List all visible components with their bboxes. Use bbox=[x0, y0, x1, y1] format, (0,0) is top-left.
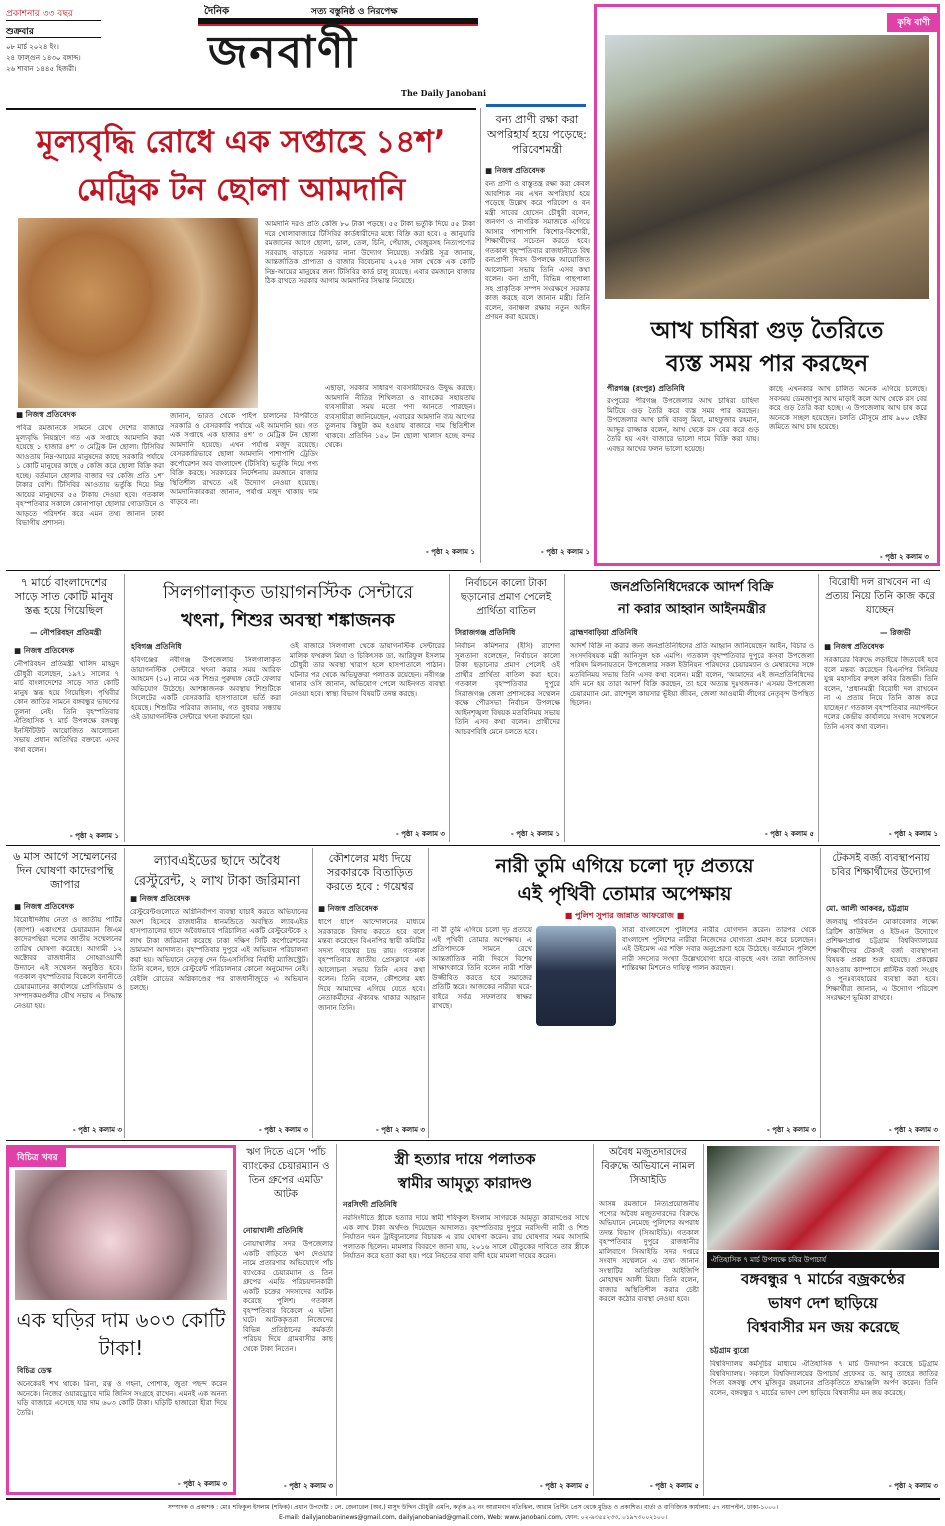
women-byline: ■ পুলিশ সুপার জান্নাত আফরোজ ■ bbox=[564, 911, 685, 920]
col-7march-byline: — নৌপরিবহন প্রতিমন্ত্রী bbox=[30, 628, 102, 637]
date-hijri: ২৬ শাবান ১৪৪৫ হিজরী। bbox=[6, 65, 77, 73]
waste-body: জলবায়ু পরিবর্তন মোকাবেলার লক্ষ্যে ব্রিটিশ কাউন্সিল ও ইউএন উদ্যোগে প্রশিক্ষণপ্রাপ্ত চট্টগ্রাম বিশ্ববিদ্যালয়ের শিক্ষার্থীদের টেকসই বর্জ্য ব্যবস্থাপনা বিষয়ক প্রকল্প শুরু হয়েছে। প্রকল্পের আওতায় ক্যাম্পাসে প্লাস্টিক বর্জ্য সংগ্রহ ও পুনঃব্যবহারের ব্যবস্থা করা হবে। শিক্ষার্থীরা জানান, এ উদ্যোগ পরিবেশ সংরক্ষণে ভূমিকা রাখবে। bbox=[826, 918, 938, 1002]
krishi-body-2: কাছে এখনকার আখ চালিত অনেক এগিয়ে চলেছে। সবসময় ডেমজাপুর আখ মাড়াই কলে আখ থেকে রস বের করে গুড় তৈরি করা হচ্ছে। এ উপজেলায় আখ চাষ করে অনেকে সচ্ছল হয়েছেন। চলতি মৌসুমে প্রায় ৯০০ হেক্টর জমিতে আখ চাষ হয়েছে। bbox=[769, 385, 927, 431]
krishi-headline-1: আখ চাষিরা গুড় তৈরিতে bbox=[650, 318, 884, 344]
reps-body: আদর্শ বিক্রি না করার জন্য জনপ্রতিনিধিদের প্রতি আহ্বান জানিয়েছেন আইন, বিচার ও সংসদবিষয়ক মন্ত্রী আনিসুল হক এমপি। গতকাল বৃহস্পতিবার দুপুরে কসবা উপজেলা পরিষদ মিলনায়তনে উপজেলার সকল ইউনিয়ন পরিষদের চেয়ারম্যান ও মেম্বারদের সঙ্গে মতবিনিময় সভায় তিনি এসব কথা বলেন। মন্ত্রী বলেন, 'আমাদের এই জনপ্রতিনিধিদের যদি মনে হয় তারা আদর্শ বিক্রি করছেন, তা হবে অত্যন্ত দুঃখজনক।' এসময় উপজেলা চেয়ারম্যান মো. রাশেদুল কায়সার ভূঁইয়া জীবন, জেলা আওয়ামী লীগের নেতৃবৃন্দ উপস্থিত ছিলেন। bbox=[570, 642, 814, 707]
divider bbox=[428, 848, 429, 1138]
tactics-body: ধাপে ধাপে আন্দোলনের মাধ্যমে সরকারকে বিদায় করতে হবে বলে মন্তব্য করেছেন বিএনপির স্থায়ী কমিটির সদস্য গয়েশ্বর চন্দ্র রায়। গতকাল বৃহস্পতিবার জাতীয় প্রেসক্লাবে এক আলোচনা সভায় তিনি এসব কথা বলেন। তিনি বলেন, কৌশলের মধ্য দিয়ে আমাদের এগিয়ে যেতে হবে। নেতাকর্মীদের ঐক্যবদ্ধ থাকার আহ্বান জানান তিনি। bbox=[318, 918, 425, 1012]
bangabandhu-headline-3: বিশ্ববাসীর মন জয় করেছে bbox=[747, 1318, 899, 1336]
lead-body-1: পবিত্র রমজানকে সামনে রেখে দেশের বাজারে মূল্যবৃদ্ধি নিয়ন্ত্রণে গত এক সপ্তাহে আমদানি করা হয়েছে ১ হাজার ৪শ’ ৩ মেট্রিক টন ছোলা। টিসিবির আওতায় নিম্ন-আয়ের মানুষদের কাছে সরকারি পর্যায়ে ১ কোটি মানুষের কাছে ৫ কেজি করে ছোলা বিক্রি করা হচ্ছে। বর্তমানে ছোলার বাজার দর কেজি প্রতি ১শ’ টাকার বেশি। টিসিবির আওতায় ভর্তুকি দিয়ে নিম্ন আয়ের মানুষদের ৫৫ টাকায় দেওয়া হবে। গতকাল বৃহস্পতিবার সকালে কোনাপাড়া ছোলার গোডাউনে ও আড়তে পরিদর্শন করে এমন তথ্য জানান ঢাকা বিভাগীয় প্রশাসন। bbox=[16, 424, 164, 527]
election-reporter: সিরাজগঞ্জ প্রতিনিধি bbox=[455, 628, 516, 637]
watch-box bbox=[6, 1145, 236, 1495]
officer-photo bbox=[536, 926, 616, 1026]
women-headline-2: এই পৃথিবী তোমার অপেক্ষায় bbox=[517, 883, 732, 905]
lead-body-3: আমদানি দরও প্রতি কেজি ৮০ টাকা পড়ছে। ৫৫ টাকা ভর্তুকি দিয়ে ৫৫ টাকা দরে খোলাবাজারে টিসিবির কার্ডধারীদের মধ্যে বিক্রি করা হবে। ৫ জানুয়ারি রমজানের আগে ছোলা, ডাল, তেল, চিনি, পেঁয়াজ, খেজুরসহ নিত্যপণ্যের সরবরাহ বাড়াতে সরকার নানা উদ্যোগ নিয়েছে। সংশ্লিষ্ট সূত্র জানায়, আন্তর্জাতিক প্রাপ্যতা ও বাজার বিবেচনায় ২০২৪ সাল থেকে এক কোটি নিম্ন-আয়ের মানুষের জন্য টিসিবির কার্ড চালু রয়েছে। এবার রমজানে বাজার ঠিক রাখতে সরকার আগাম আমদানির সিদ্ধান্ত নিয়েছে। bbox=[265, 220, 475, 285]
lead-continued[interactable]: - পৃষ্ঠা ২ কলাম ১ bbox=[425, 548, 475, 556]
restaurant-headline-2: রেস্টুরেন্ট, ২ লাখ টাকা জরিমানা bbox=[133, 874, 301, 889]
col-7march-continued[interactable]: - পৃষ্ঠা ২ কলাম ১ bbox=[69, 832, 119, 840]
tactics-headline: কৌশলের মধ্য দিয়ে সরকারকে বিতাড়িত করতে হবে : গয়েশ্বর bbox=[326, 852, 414, 893]
lead-body-2: জানান, ভারত থেকে পাইপ চালানের বিপরীতে সরকারি ও বেসরকারি পর্যায়ে এই আমদানি হয়। গত এক সপ্তাহে এক হাজার ৪শ’ ৩ মেট্রিক টন ছোলা আমদানি হয়েছে। এখন পর্যাপ্ত মজুদ রয়েছে। বেসরকারিভাবে ছোলা আমদানি পাশাপাশি ট্রেডিং কর্পোরেশন অব বাংলাদেশ (টিসিবি) ভর্তুকি দিয়ে পণ্য বিক্রি করছে। সরকারের নির্দেশনায় রমজানে বাজার স্থিতিশীল রাখতে এই উদ্যোগ নেওয়া হয়েছে। আমদানিকারকরা জানান, পর্যাপ্ত মজুদ থাকায় দাম বাড়বে না। bbox=[170, 412, 318, 506]
year-line: প্রকাশনার ৩৩ বছর bbox=[6, 9, 73, 19]
election-headline: নির্বাচনে কালো টাকা ছড়ানোর প্রমাণ পেলেই প্রার্থিতা বাতিল bbox=[460, 578, 552, 617]
wildlife-reporter: ■ নিজস্ব প্রতিবেদক bbox=[485, 166, 545, 175]
hoarders-body: আসন্ন রমজানে নিত্যপ্রয়োজনীয় পণ্যের অবৈধ মজুতদারদের বিরুদ্ধে অভিযানে নেমেছে পুলিশের অপরাধ তদন্ত বিভাগ (সিআইডি)। গতকাল বৃহস্পতিবার দুপুরে রাজধানীর মালিবাগে সিআইডি সদর দপ্তরে সংবাদ সম্মেলনে এ তথ্য জানান সংস্থাটির অতিরিক্ত আইজিপি মোহাম্মদ আলী মিয়া। তিনি বলেন, বাজার অস্থিতিশীল করার চেষ্টা করলে কঠোর ব্যবস্থা নেওয়া হবে। bbox=[599, 1200, 699, 1303]
divider bbox=[336, 1144, 337, 1496]
reps-headline-1: জনপ্রতিনিধিদেরকে আদর্শ বিক্রি bbox=[610, 580, 774, 595]
krishi-headline-2: ব্যস্ত সময় পার করছেন bbox=[665, 351, 869, 377]
reps-continued[interactable]: - পৃষ্ঠা ২ কলাম ৫ bbox=[764, 830, 814, 838]
krishi-reporter: পীরগঞ্জ (রংপুর) প্রতিনিধি bbox=[607, 384, 685, 393]
ceremony-caption: ঐতিহাসিক ৭ মার্চ উপলক্ষে চবির উপাচার্য bbox=[707, 1252, 939, 1268]
reps-headline-2: না করার আহ্বান আইনমন্ত্রীর bbox=[618, 602, 766, 617]
watch-photo bbox=[15, 1170, 227, 1300]
bangabandhu-headline-2: ভাষণ দেশ ছাড়িয়ে bbox=[768, 1294, 878, 1312]
row-rule bbox=[6, 1140, 940, 1141]
divider bbox=[564, 574, 565, 842]
wildlife-headline: বন্য প্রাণী রক্ষা করা অপরিহার্য হয়ে পড়েছে: পরিবেশমন্ত্রী bbox=[487, 113, 587, 156]
lead-headline-1: মূল্যবৃদ্ধি রোধে এক সপ্তাহে ১৪শ’ bbox=[36, 124, 446, 160]
restaurant-body: রেস্টুরেন্টগুলোতে অগ্নিনির্বাপণ ব্যবস্থা যাচাই করতে অভিযানের অংশ হিসেবে রাজধানীর ধানমন্ডিতে অবস্থিত ল্যাবএইড হাসপাতালের ছাদে অবৈধভাবে পরিচালিত একটি রেস্টুরেন্টকে ২ লাখ টাকা জরিমানা করেছে ঢাকা দক্ষিণ সিটি কর্পোরেশনের ভ্রাম্যমাণ আদালত। বৃহস্পতিবার দুপুরে এই অভিযান পরিচালনা করা হয়। অভিযানে নেতৃত্ব দেন ডিএসসিসির নির্বাহী ম্যাজিস্ট্রেট। তিনি বলেন, ছাদে রেস্টুরেন্ট পরিচালনার কোনো অনুমোদন নেই। বেইলি রোডের অগ্নিকাণ্ডের পর রাজধানীজুড়ে এ অভিযান চলছে। bbox=[130, 908, 308, 992]
opposition-reporter: ■ নিজস্ব প্রতিবেদক bbox=[824, 642, 884, 651]
murder-headline-2: স্বামীর আমৃত্যু কারাদণ্ড bbox=[397, 1174, 533, 1192]
silgala-headline-1: সিলগালাকৃত ডায়াগনস্টিক সেন্টারে bbox=[162, 582, 414, 603]
row-rule bbox=[6, 845, 940, 846]
lead-body-4: এছাড়া, সরকার সাধারণ ব্যবসায়ীদেরও উদ্বুদ্ধ করছে। আমদানি নীতির শিথিলতা ও ব্যাংকের সহায়তায় ব্যবসায়ীরা সময় মতো পণ্য আনতে পারছেন। ব্যবসায়ীরা জানিয়েছেন, এবারের আমদানি ব্যয় আগের তুলনায় কিছুটা কম হওয়ায় বাজারে দাম স্থিতিশীল থাকবে। প্রতিদিন ১৫০ টন ছোলা খালাস হচ্ছে বন্দর থেকে। bbox=[325, 384, 475, 449]
col-7march-body: নৌপরিবহন প্রতিমন্ত্রী খালিদ মাহমুদ চৌধুরী বলেছেন, ১৯৭১ সালের ৭ মার্চ বাংলাদেশের সাড়ে সাত কোটি মানুষ স্তব্ধ হয়ে গিয়েছিল। পৃথিবীর কোন জাতির সামনে বঙ্গবন্ধুর ভাষণের তুলনা নেই। তিনি বৃহস্পতিবার ঐতিহাসিক ৭ মার্চ উপলক্ষে বঙ্গবন্ধু ইনস্টিটিউট আয়োজিত আলোচনা সভায় প্রধান অতিথির বক্তব্যে এসব কথা বলেন। bbox=[14, 660, 119, 754]
tactics-continued[interactable]: - পৃষ্ঠা ২ কলাম ৩ bbox=[375, 1126, 425, 1134]
krishi-continued[interactable]: - পৃষ্ঠা ২ কলাম ৩ bbox=[879, 553, 929, 561]
bangabandhu-reporter: চট্টগ্রাম ব্যুরো bbox=[710, 1346, 750, 1355]
masthead bbox=[6, 4, 591, 100]
waste-reporter: মো. আলী আকবর, চট্টগ্রাম bbox=[826, 904, 909, 913]
ceremony-photo bbox=[707, 1146, 939, 1250]
silgala-headline-2: খৎনা, শিশুর অবস্থা শঙ্কাজনক bbox=[181, 610, 395, 631]
footer-imprint: সম্পাদক ও প্রকাশক : মোঃ শফিকুল ইসলাম (শফিক)। প্রধান উপদেষ্টা : লে. জেনারেল (অব.) মাসুদ উদ্দিন চৌধুরী এমপি, কর্তৃক ৯২ নং আরামবাগ মতিঝিল, আরাম প্রিন্টিং প্রেস থেকে মুদ্রিত ও প্রকাশিত। বার্তা ও বাণিজ্যিক কার্যালয়: ৫৭ নয়াপল্টন, ঢাকা-১০০০। bbox=[167, 1504, 779, 1511]
opposition-body: সরকারের বিরুদ্ধে লড়াইয়ে জিতবেই হবে বলে মন্তব্য করেছেন বিএনপির সিনিয়র যুগ্ম মহাসচিব রুহুল কবির রিজভী। তিনি বলেন, 'প্রধানমন্ত্রী বিরোধী দল রাখবেন না এ প্রত্যয় নিয়ে তিনি কাজ করে যাচ্ছেন।' গতকাল বৃহস্পতিবার নয়াপল্টনে দলের কেন্দ্রীয় কার্যালয়ে সংবাদ সম্মেলনে তিনি এসব কথা বলেন। bbox=[824, 656, 938, 731]
hoarders-continued[interactable]: - পৃষ্ঠা ২ কলাম ৫ bbox=[649, 1482, 699, 1490]
murder-continued[interactable]: - পৃষ্ঠা ২ কলাম ৫ bbox=[539, 1482, 589, 1490]
silgala-body-2: ওই বাজারে সিলগালা থেকে ডায়াগনস্টিক সেন্টারের মালিক ফখরুল মিয়া ও চিকিৎসক ডা. আরিফুল ইসলাম চৌধুরী তার অবস্থা খারাপ হলে হাসপাতালে পাঠান। ঘটনার পর থেকে অভিযুক্তরা পলাতক রয়েছেন। নবীগঞ্জ থানার ওসি জানান, অভিযোগ পেলে আইনগত ব্যবস্থা নেওয়া হবে। স্বাস্থ্য বিভাগ বিষয়টি তদন্ত করছে। bbox=[290, 642, 445, 698]
date-bn: ২৪ ফাল্গুন ১৪৩০ বঙ্গাব্দ। bbox=[6, 54, 81, 62]
chickpea-photo bbox=[18, 218, 258, 408]
krishi-box bbox=[594, 4, 940, 566]
watch-reporter: বিচিত্র ডেস্ক bbox=[17, 1366, 52, 1375]
divider bbox=[593, 1144, 594, 1496]
watch-body: অনেকেরই শখ থাকে। রিনা, রত্ন ও গহনা, পোশাক, জুতা পছন্দ করেন অনেকে। নিজের ওয়ারড্রোবে দামি জিনিস সংগ্রহে রাখেন। এমনই এক অনন্য ঘড়ি বাজারে এসেছে যার দাম ৬০৩ কোটি টাকা। ঘড়িটি হাজারো হীরা দিয়ে তৈরি। bbox=[17, 1380, 227, 1417]
bank-headline: ঋণ দিতে এসে 'পাঁচ ব্যাংকের চেয়ারম্যান ও তিন গ্রুপের এমডি' আটক bbox=[242, 1147, 330, 1200]
watch-continued[interactable]: - পৃষ্ঠা ২ কলাম ৩ bbox=[177, 1480, 227, 1488]
col-7march-reporter: ■ নিজস্ব প্রতিবেদক bbox=[14, 646, 74, 655]
women-continued[interactable]: - পৃষ্ঠা ২ কলাম ৩ bbox=[766, 1126, 816, 1134]
divider bbox=[818, 574, 819, 842]
japa-reporter: ■ নিজস্ব প্রতিবেদক bbox=[14, 902, 74, 911]
silgala-continued[interactable]: - পৃষ্ঠা ২ কলাম ৩ bbox=[395, 830, 445, 838]
women-body-2: সারা বাংলাদেশে পুলিশের নারীর যোগদান করেন। তারপর থেকে বাংলাদেশ পুলিশের নারীরা নিজেদের যোগ্যতা প্রমাণ করে চলেছেন। এই উইমেন্স এর শক্তি সবার অনুপ্রেরণা হয়ে উঠেছে। বর্তমানে পুলিশে নারী সদস্যের সংখ্যা উল্লেখযোগ্য হারে বাড়ছে এবং তারা জাতিসংঘ শান্তিরক্ষা মিশনেও দায়িত্ব পালন করছেন। bbox=[622, 926, 816, 972]
women-headline-1: নারী তুমি এগিয়ে চলো দৃঢ় প্রত্যয়ে bbox=[495, 855, 754, 877]
daily-label: দৈনিক bbox=[204, 6, 230, 17]
watch-badge: বিচিত্র খবর bbox=[9, 1148, 66, 1167]
watch-headline: এক ঘড়ির দাম ৬০৩ কোটি টাকা! bbox=[16, 1308, 226, 1360]
logo-wordmark: জনবাণী bbox=[208, 27, 359, 78]
bangabandhu-headline-1: বঙ্গবন্ধুর ৭ মার্চের বজ্রকণ্ঠের bbox=[741, 1270, 905, 1288]
footer-contact: E-mail: dailyjanobaninews@gmail.com, dailyjanobaniad@gmail.com, Web: www.janobani.com, ফোন: ০২-৯৩৫৫২৩৩, ০১৯৭৩০০২১০০। bbox=[278, 1514, 667, 1521]
col-7march-headline: ৭ মার্চে বাংলাদেশের সাড়ে সাত কোটি মানুষ স্তব্ধ হয়ে গিয়েছিল bbox=[14, 576, 114, 617]
lead-reporter: ■ নিজস্ব প্রতিবেদক bbox=[16, 410, 76, 419]
bank-continued[interactable]: - পৃষ্ঠা ২ কলাম ৩ bbox=[283, 1482, 333, 1490]
krishi-body-1: রংপুরের পীরগঞ্জ উপজেলার আখ চাষিরা চাহিদা মিটিয়ে গুড় তৈরি করে ব্যস্ত সময় পার করছেন। উপজেলার আখ চাষি বাবলু মিয়া, মাহফুজার রহমান, আব্দুর রাজ্জাক বলেন, আখ থেকে রস বের করে গুড় তৈরি হয় এবং বাজারে ভালো দামে বিক্রি করা যায়। এবছর আখের ফলন ভালো হয়েছে। bbox=[607, 397, 759, 453]
divider bbox=[703, 1144, 704, 1496]
divider bbox=[480, 108, 481, 563]
opposition-continued[interactable]: - পৃষ্ঠা ২ কলাম ১ bbox=[888, 830, 938, 838]
logo-underline bbox=[486, 104, 586, 107]
wildlife-continued[interactable]: - পৃষ্ঠা ২ কলাম ১ bbox=[540, 548, 590, 556]
divider bbox=[449, 574, 450, 842]
restaurant-reporter: ■ নিজস্ব প্রতিবেদক bbox=[130, 894, 190, 903]
restaurant-headline-1: ল্যাবএইডের ছাদে অবৈধ bbox=[153, 854, 281, 869]
japa-headline: ৬ মাস আগে সম্মেলনের দিন ঘোষণা কাদেরপন্থি জাপার bbox=[13, 850, 117, 891]
women-body-1: না রী তুমি এগিয়ে চলো দৃঢ় প্রত্যয়ে এই পৃথিবী তোমার অপেক্ষায়। এ প্রতিপাদ্যকে সামনে রেখে আন্তর্জাতিক নারী দিবসে বিশেষ সাক্ষাৎকারে তিনি বলেন নারী শক্তি উজ্জীবিত করতে হবে সমাজের প্রতিটি স্তরে। আজকের নারীরা ঘরে-বাইরে সর্বত্র সফলতার স্বাক্ষর রাখছে। bbox=[432, 926, 532, 1010]
tactics-reporter: ■ নিজস্ব প্রতিবেদক bbox=[318, 904, 378, 913]
hoarders-headline: অবৈধ মজুতদারদের বিরুদ্ধে অভিযানে নামল সিআইডি bbox=[601, 1147, 695, 1186]
row-rule bbox=[6, 570, 940, 571]
silgala-reporter: হবিগঞ্জ প্রতিনিধি bbox=[131, 642, 182, 651]
waste-headline: টেকসই বর্জ্য ব্যবস্থাপনায় চবির শিক্ষার্থীদের উদ্যোগ bbox=[831, 853, 931, 878]
opposition-headline: বিরোধী দল রাখবেন না এ প্রত্যয় নিয়ে তিনি কাজ করে যাচ্ছেন bbox=[825, 577, 935, 616]
logo-english: The Daily Janobani bbox=[401, 88, 487, 98]
waste-continued[interactable]: - পৃষ্ঠা ২ কলাম ৩ bbox=[888, 1126, 938, 1134]
murder-reporter: নরসিংদী প্রতিনিধি bbox=[343, 1200, 397, 1209]
day-label: শুক্রবার bbox=[6, 27, 34, 37]
section-badge: কৃষি বাণী bbox=[887, 13, 940, 32]
opposition-byline: — রিজভী bbox=[880, 628, 911, 637]
footer-rule bbox=[6, 1498, 940, 1500]
election-continued[interactable]: - পৃষ্ঠা ২ কলাম ১ bbox=[510, 830, 560, 838]
murder-body: নরসিংদীতে স্ত্রীকে হত্যার দায়ে স্বামী শফিকুল ইসলাম সাগরকে আমৃত্যু কারাদণ্ডের সাথে এক লাখ টাকা অর্থদণ্ড দিয়েছেন আদালত। বৃহস্পতিবার দুপুরে নরসিংদী নারী ও শিশু নির্যাতন দমন ট্রাইব্যুনালের বিচারক এ রায় ঘোষণা করেন। রায় ঘোষণার সময় আসামি পলাতক ছিলেন। মামলার বিবরণে জানা যায়, ২০১৬ সালে যৌতুকের দাবিতে তার স্ত্রীকে নির্যাতন করে হত্যা করা হয়। পরে নিহতের বাবা বাদী হয়ে মামলা দায়ের করেন। bbox=[343, 1214, 589, 1260]
lead-headline-2: মেট্রিক টন ছোলা আমদানি bbox=[76, 172, 406, 208]
japa-continued[interactable]: - পৃষ্ঠা ২ কলাম ৩ bbox=[72, 1126, 122, 1134]
japa-body: বিরোধীদলীয় নেতা ও জাতীয় পার্টির (জাপা) একাংশের চেয়ারম্যান জিএম কাদেরপন্থিরা দলের জাতীয় সম্মেলনের তারিখ ঘোষণা করেছে। আগামী ১২ অক্টোবর রাজধানীর সোহরাওয়ার্দী উদ্যানে এই সম্মেলন অনুষ্ঠিত হবে। গতকাল বৃহস্পতিবার বিকেলে বনানীতে চেয়ারম্যানের কার্যালয়ে প্রেসিডিয়াম ও সম্পাদকমণ্ডলীর যৌথ সভায় এ সিদ্ধান্ত নেওয়া হয়। bbox=[14, 916, 122, 1010]
restaurant-continued[interactable]: - পৃষ্ঠা ২ কলাম ৩ bbox=[258, 1126, 308, 1134]
divider bbox=[124, 848, 125, 1138]
reps-reporter: ব্রাহ্মণবাড়িয়া প্রতিনিধি bbox=[570, 628, 638, 637]
divider bbox=[820, 848, 821, 1138]
divider bbox=[312, 848, 313, 1138]
tagline: সত্য বস্তুনিষ্ঠ ও নিরপেক্ষ bbox=[311, 7, 398, 17]
silgala-body-1: হবিগঞ্জের নবীগঞ্জ উপজেলায় সিলগালাকৃত ডায়াগনস্টিক সেন্টারে খৎনা করার সময় আরিফ আহমেদ (১০) নামে এক শিশুর পুরুষাঙ্গ কেটে ফেলার অভিযোগ উঠেছে। আশঙ্কাজনক অবস্থায় শিশুটিকে সিলেটের একটি বেসরকারি হাসপাতালে ভর্তি করা হয়েছে। শিশুটির পরিবার জানায়, গত বুধবার সন্ধ্যায় ওই ডায়াগনস্টিক সেন্টারে খৎনা করানো হয়। bbox=[131, 656, 281, 721]
bank-reporter: নোয়াখালী প্রতিনিধি bbox=[243, 1226, 304, 1235]
wildlife-body: বন্য প্রাণী ও বাস্তুতন্ত্র রক্ষা করা কেবল আবশ্যিক নয় এখন অপরিহার্য হয়ে পড়েছে উল্লেখ করে পরিবেশ ও বন মন্ত্রী সাবের হোসেন চৌধুরী বলেন, জনগণ ও নাগরিক সমাজকে এগিয়ে আসার পাশাপাশি কিশোর-কিশোরী, শিক্ষার্থীদের সচেতন করতে হবে। গতকাল বৃহস্পতিবার রাজধানীতে বিশ্ব বন্যপ্রাণী দিবস উপলক্ষে আয়োজিত আলোচনা সভায় তিনি এসব কথা বলেন। বন্য প্রাণী, বিভিন্ন গাছপালা সহ প্রাকৃতিক সম্পদ সংরক্ষণে সরকার কাজ করছে বলে জানান মন্ত্রী। তিনি বলেন, বনাঞ্চল রক্ষায় নতুন আইন প্রণয়ন করা হয়েছে। bbox=[485, 180, 590, 321]
bank-body: নোয়াখালীর সদর উপজেলার একটি বাড়িতে ঋণ দেওয়ার নামে প্রতারণার অভিযোগে পাঁচ ব্যাংকের চেয়ারম্যান ও তিন গ্রুপের এমডি পরিচয়দানকারী একটি চক্রের সদস্যদের আটক করেছে পুলিশ। গতকাল বৃহস্পতিবার বিকেলে এ ঘটনা ঘটে। আটককৃতরা নিজেদের বিভিন্ন প্রতিষ্ঠানের কর্মকর্তা পরিচয় দিয়ে গ্রামবাসীর কাছ থেকে টাকা নিতেন। bbox=[243, 1240, 333, 1353]
date-en: ০৮ মার্চ ২০২৪ ইং। bbox=[6, 43, 59, 51]
lead-rule bbox=[6, 108, 476, 110]
murder-headline-1: স্ত্রী হত্যার দায়ে পলাতক bbox=[394, 1150, 536, 1168]
divider bbox=[124, 574, 125, 842]
bangabandhu-continued[interactable]: - পৃষ্ঠা ২ কলাম ৩ bbox=[888, 1482, 938, 1490]
election-body: নির্বাচন কমিশনার (ইসি) রাশেদা সুলতানা বলেছেন, নির্বাচনে কালো টাকা ছড়ানোর প্রমাণ পেলেই ওই প্রার্থীর প্রার্থিতা বাতিল করা হবে। গতকাল বৃহস্পতিবার দুপুরে সিরাজগঞ্জ জেলা প্রশাসকের সম্মেলন কক্ষে পৌরসভা নির্বাচন উপলক্ষে আইনশৃঙ্খলা বিষয়ক মতবিনিময় সভায় তিনি এসব কথা বলেন। প্রার্থীদের আচরণবিধি মেনে চলতে হবে। bbox=[455, 642, 560, 736]
sugarcane-photo bbox=[605, 35, 929, 299]
logo bbox=[198, 18, 478, 82]
bangabandhu-body: বিশ্ববিদ্যালয় কর্মসূচির মাধ্যমে ঐতিহাসিক ৭ মার্চ উদযাপন করেছে চট্টগ্রাম বিশ্ববিদ্যালয়। সকালে বিশ্ববিদ্যালয়ের উপাচার্য প্রফেসর ড. আবু তাহের জাতির পিতা বঙ্গবন্ধু শেখ মুজিবুর রহমানের প্রতিকৃতিতে শ্রদ্ধাঞ্জলি অর্পণ করেন। তিনি বলেন, বঙ্গবন্ধুর ৭ মার্চের ভাষণ দেশ ছাড়িয়ে বিশ্ববাসীর মন জয় করেছে। bbox=[710, 1360, 938, 1397]
